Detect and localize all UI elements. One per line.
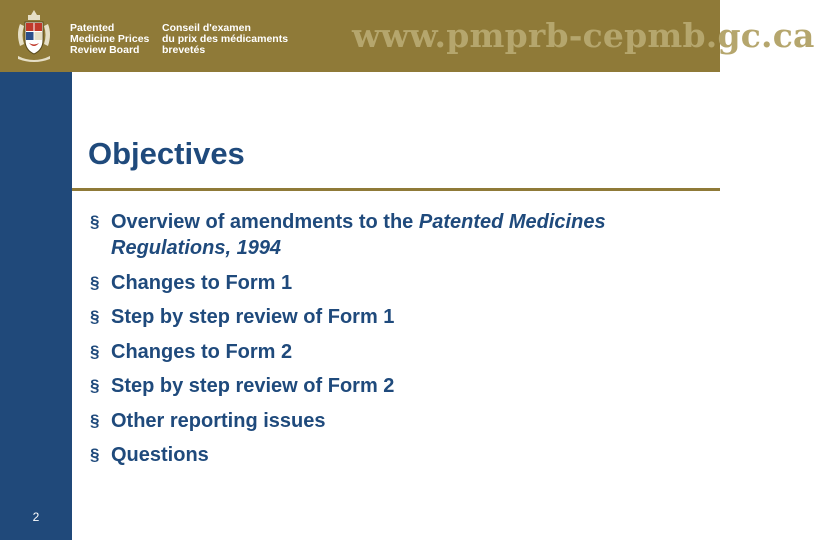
page-number: 2 bbox=[32, 510, 40, 524]
bullet-marker-icon: § bbox=[90, 410, 100, 430]
bullet-text: Step by step review of Form 1 bbox=[111, 306, 395, 328]
bullet-item bbox=[90, 373, 650, 399]
bullet-text: Other reporting issues bbox=[111, 409, 326, 432]
bullet-text: Overview of amendments to the bbox=[111, 211, 419, 233]
bullet-list bbox=[90, 209, 650, 477]
bullet-text: Step by step review of Form 2 bbox=[111, 375, 395, 397]
bullet-text: Changes to Form 1 bbox=[111, 271, 293, 294]
org-fr-line: brevetés bbox=[162, 44, 206, 56]
bullet-marker-icon: § bbox=[90, 445, 100, 464]
bullet-item bbox=[90, 408, 650, 434]
bullet-text: Changes to Form 2 bbox=[111, 340, 293, 363]
bullet-marker-icon: § bbox=[90, 341, 100, 361]
org-fr-line: Conseil d'examen bbox=[162, 22, 251, 34]
bullet-marker-icon: § bbox=[90, 307, 100, 326]
website-url: www.pmprb-cepmb.gc.ca bbox=[352, 16, 815, 55]
left-sidebar bbox=[0, 72, 72, 540]
bullet-item bbox=[90, 209, 650, 261]
bullet-marker-icon: § bbox=[90, 272, 100, 292]
header-banner bbox=[0, 0, 815, 72]
organization-name-french bbox=[162, 23, 288, 56]
bullet-text: Questions bbox=[111, 444, 209, 466]
bullet-item bbox=[90, 304, 650, 330]
canada-coat-of-arms-icon bbox=[14, 8, 54, 64]
regulation-name: Patented Medicines Regulations, 1994 bbox=[111, 211, 606, 259]
organization-name-english bbox=[70, 23, 149, 56]
bullet-marker-icon: § bbox=[90, 376, 100, 395]
bullet-item bbox=[90, 442, 650, 468]
title-divider bbox=[72, 188, 720, 191]
org-fr-line: du prix des médicaments bbox=[162, 33, 289, 45]
org-en-line: Patented bbox=[70, 22, 115, 34]
bullet-marker-icon: § bbox=[90, 212, 100, 231]
bullet-item bbox=[90, 339, 650, 365]
slide-title: Objectives bbox=[88, 136, 245, 171]
org-en-line: Medicine Prices bbox=[70, 33, 150, 45]
bullet-item bbox=[90, 270, 650, 296]
org-en-line: Review Board bbox=[70, 44, 140, 56]
